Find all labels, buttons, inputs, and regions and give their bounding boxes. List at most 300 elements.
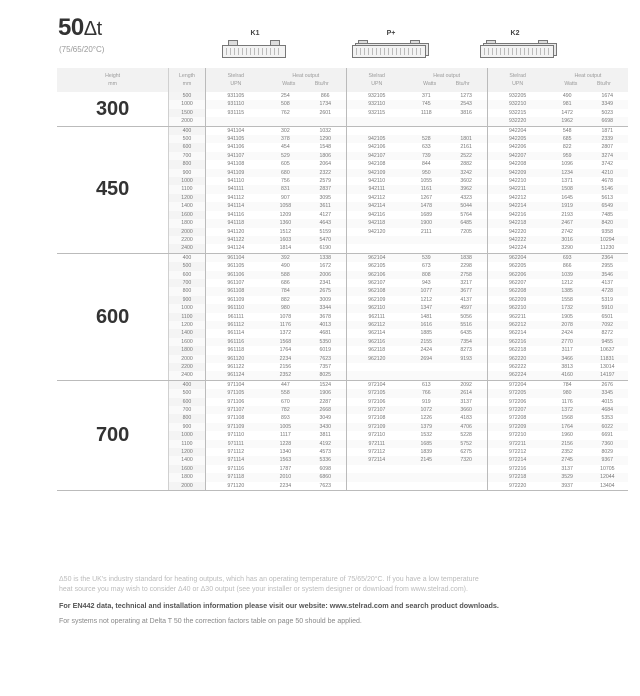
k1-upn-cell: 961118 [205, 346, 266, 354]
p-plus-upn-cell: 942111 [346, 185, 407, 193]
k1-btu-cell: 5336 [305, 456, 346, 464]
k1-btu-cell: 2287 [319, 398, 331, 405]
k2-upn-cell: 972218 [487, 473, 548, 481]
p-plus-upn-cell: 942120 [346, 228, 407, 236]
k1-upn-cell: 971111 [205, 440, 266, 448]
p-plus-watts-cell: 539 [407, 253, 446, 262]
k1-watts-cell: 392 [266, 253, 305, 262]
p-plus-watts-cell: 1900 [407, 219, 446, 227]
height-group-label: 450 [57, 126, 169, 253]
length-cell: 2000 [169, 355, 205, 363]
length-cell: 400 [169, 126, 205, 135]
length-cell: 500 [169, 389, 205, 397]
k1-upn-cell: 961114 [205, 329, 266, 337]
p-plus-upn-cell: 962116 [346, 338, 407, 346]
footer-note-line1: Δ50 is the UK's industry standard for heating outputs, which has an operating temperature of 75/65/20°C. If you have a low temperature [59, 576, 479, 583]
p-plus-watts-cell: 673 [421, 263, 431, 270]
k2-upn-cell: 942210 [487, 177, 548, 185]
k2-watts-cell: 784 [562, 381, 572, 388]
k1-btu-cell: 3049 [319, 415, 331, 422]
k1-btu-cell: 2322 [305, 169, 346, 177]
k1-upn-cell: 971109 [205, 423, 266, 431]
p-plus-btu-cell: 4137 [460, 296, 472, 303]
k2-btu-cell: 10637 [600, 347, 615, 354]
p-plus-upn-cell: 932105 [346, 92, 407, 100]
p-plus-btu-cell: 3217 [460, 279, 472, 286]
k1-btu-cell: 2064 [319, 161, 331, 168]
k1-btu-cell: 1524 [319, 381, 331, 388]
k1-btu-cell: 2668 [305, 406, 346, 414]
k1-watts-cell: 980 [266, 304, 305, 312]
p-plus-btu-cell: 3242 [446, 169, 487, 177]
p-plus-btu-cell: 1273 [460, 93, 472, 99]
p-plus-upn-cell: 972104 [346, 380, 407, 389]
k1-upn-cell [205, 117, 266, 126]
k2-upn-cell: 962211 [487, 313, 548, 321]
p-plus-btu-cell: 5516 [446, 321, 487, 329]
length-cell: 1200 [169, 194, 205, 202]
k1-btu-cell: 5350 [305, 338, 346, 346]
k2-upn-cell: 942207 [487, 152, 548, 160]
length-cell: 600 [169, 143, 205, 151]
p-plus-upn-cell: 942112 [346, 194, 407, 202]
k2-watts-cell: 1732 [548, 304, 587, 312]
k2-upn-cell: 932205 [487, 92, 548, 100]
k1-watts-cell: 1360 [266, 219, 305, 227]
p-plus-upn-header: Stelrad UPN [346, 68, 407, 92]
k2-upn-cell: 962204 [487, 253, 548, 262]
p-plus-btu-cell: 6485 [446, 219, 487, 227]
k1-watts-cell: 1764 [279, 347, 292, 354]
k1-btu-cell: 8025 [305, 371, 346, 380]
k2-upn-cell: 972208 [487, 414, 548, 422]
k1-btu-cell [305, 117, 346, 126]
p-plus-btu-cell: 6435 [460, 330, 472, 337]
p-plus-watts-cell: 1267 [420, 194, 433, 201]
p-plus-upn-cell: 962109 [346, 296, 407, 304]
k1-btu-cell: 2006 [305, 271, 346, 279]
k2-btu-cell: 7360 [587, 440, 628, 448]
k2-upn-cell: 942208 [487, 160, 548, 168]
k2-upn-cell: 962208 [487, 287, 548, 295]
k2-watts-cell: 1039 [548, 271, 587, 279]
k1-watts-cell: 378 [266, 135, 305, 143]
p-plus-watts-cell: 1118 [420, 109, 432, 116]
p-plus-upn-cell [346, 244, 407, 253]
k2-btu-cell: 1871 [601, 127, 614, 134]
k2-watts-cell: 1764 [548, 423, 587, 431]
k2-watts-cell: 1919 [548, 202, 587, 210]
k1-watts-cell: 447 [281, 381, 290, 388]
k1-watts-cell: 254 [281, 93, 290, 99]
length-cell: 1200 [169, 448, 205, 456]
p-plus-heat-output-header: Heat output Watts Btu/hr [407, 68, 487, 92]
k1-watts-cell: 670 [281, 398, 290, 405]
k2-watts-cell: 2193 [561, 211, 573, 218]
heat-output-table [57, 68, 628, 491]
p-plus-watts-cell: 1481 [420, 313, 433, 320]
k1-watts-cell: 2156 [279, 364, 292, 370]
p-plus-upn-cell: 962118 [346, 346, 407, 354]
k1-upn-cell: 961122 [205, 363, 266, 371]
p-plus-upn-cell: 972109 [346, 423, 407, 431]
k1-upn-cell: 971116 [205, 465, 266, 473]
k2-upn-cell: 962212 [487, 321, 548, 329]
k1-upn-cell: 971120 [205, 482, 266, 491]
k1-upn-cell: 961116 [205, 338, 266, 346]
k2-watts-cell: 3466 [548, 355, 587, 363]
k2-upn-cell: 962206 [487, 271, 548, 279]
k2-upn-cell: 942204 [487, 126, 548, 135]
k1-upn-cell: 941120 [205, 228, 266, 236]
p-plus-btu-cell [446, 465, 487, 473]
p-plus-watts-cell: 2145 [407, 456, 446, 464]
p-plus-upn-cell: 962108 [346, 287, 407, 295]
length-cell: 500 [169, 92, 205, 100]
k1-watts-cell: 1787 [279, 465, 292, 472]
p-plus-upn-cell: 942109 [346, 169, 407, 177]
k1-watts-cell: 558 [266, 389, 305, 397]
length-cell: 1400 [169, 329, 205, 337]
k1-watts-cell: 784 [266, 287, 305, 295]
k1-watts-cell: 490 [281, 263, 290, 270]
p-plus-watts-cell: 1212 [420, 296, 433, 303]
footer-note-line2: heat source you may wish to consider Δ40 or Δ30 output (see your installer or system designer or download from www.stelrad.com). [59, 586, 468, 593]
p-plus-upn-cell [346, 117, 407, 126]
single-panel-radiator-icon [222, 40, 286, 58]
k2-btu-cell: 8272 [601, 330, 614, 337]
p-plus-btu-cell: 3137 [460, 398, 472, 405]
k1-upn-cell: 971105 [205, 389, 266, 397]
k2-upn-cell: 962207 [487, 279, 548, 287]
k1-upn-cell: 971106 [205, 398, 266, 406]
k2-watts-cell: 1905 [561, 313, 573, 320]
k1-btu-cell: 5470 [305, 236, 346, 244]
p-plus-btu-cell: 2161 [460, 144, 472, 151]
k1-upn-cell: 941122 [205, 236, 266, 244]
k2-upn-cell: 942214 [487, 202, 548, 210]
k2-btu-cell: 9358 [601, 228, 614, 235]
p-plus-btu-cell: 4323 [460, 194, 472, 201]
p-plus-upn-cell: 942105 [346, 135, 407, 143]
k2-watts-cell: 2742 [561, 228, 573, 235]
k2-watts-cell: 693 [548, 253, 587, 262]
k2-watts-cell: 1645 [561, 194, 573, 201]
k1-btu-cell: 1734 [305, 100, 346, 108]
p-plus-watts-cell: 2694 [407, 355, 446, 363]
p-plus-watts-cell: 808 [407, 271, 446, 279]
k2-upn-cell: 942206 [487, 143, 548, 151]
k2-watts-cell: 3137 [561, 465, 573, 472]
p-plus-btu-cell: 3602 [460, 178, 472, 185]
k1-upn-cell: 961105 [205, 262, 266, 270]
k1-watts-cell: 1176 [266, 321, 305, 329]
length-cell: 600 [169, 271, 205, 279]
k1-watts-cell: 680 [266, 169, 305, 177]
p-plus-watts-cell [407, 371, 446, 380]
length-cell: 2400 [169, 244, 205, 253]
k1-btu-cell: 6098 [319, 465, 331, 472]
k2-btu-cell: 5146 [587, 185, 628, 193]
length-cell: 2000 [169, 228, 205, 236]
k1-btu-cell: 6019 [319, 347, 331, 354]
k2-upn-cell: 972214 [487, 456, 548, 464]
p-plus-btu-cell: 3660 [446, 406, 487, 414]
k2-upn-header: Stelrad UPN [487, 68, 548, 92]
k1-btu-cell: 5159 [319, 228, 331, 235]
k2-btu-cell: 12044 [587, 473, 628, 481]
k2-upn-cell: 942218 [487, 219, 548, 227]
p-plus-watts-cell [407, 117, 446, 126]
k2-btu-cell: 11831 [587, 355, 628, 363]
length-cell: 800 [169, 287, 205, 295]
p-plus-upn-cell: 962114 [346, 329, 407, 337]
p-plus-upn-cell [346, 363, 407, 371]
k1-watts-cell: 762 [281, 109, 290, 116]
p-plus-watts-cell: 528 [407, 135, 446, 143]
k2-btu-cell: 8420 [587, 219, 628, 227]
length-cell: 900 [169, 423, 205, 431]
k1-upn-cell: 961110 [205, 304, 266, 312]
k2-watts-cell: 2156 [548, 440, 587, 448]
k1-upn-cell: 961108 [205, 287, 266, 295]
k2-watts-cell: 1558 [561, 296, 573, 303]
k1-heat-output-header: Heat output Watts Btu/hr [266, 68, 346, 92]
p-plus-upn-cell: 962111 [346, 313, 407, 321]
p-plus-upn-cell: 942114 [346, 202, 407, 210]
k1-watts-cell [266, 117, 305, 126]
k2-btu-cell: 5023 [601, 109, 614, 116]
p-plus-upn-cell: 942116 [346, 211, 407, 219]
p-plus-watts-cell: 1055 [420, 178, 433, 185]
k2-watts-cell: 3937 [548, 482, 587, 491]
k2-btu-cell: 13404 [587, 482, 628, 491]
k2-btu-cell: 9367 [587, 456, 628, 464]
p-plus-upn-cell: 972111 [346, 440, 407, 448]
length-cell: 1500 [169, 109, 205, 117]
k1-btu-cell: 1672 [319, 263, 331, 270]
length-cell: 2000 [169, 482, 205, 491]
p-plus-watts-cell: 2155 [407, 338, 446, 346]
k1-upn-cell: 931105 [205, 92, 266, 100]
k2-watts-cell: 866 [562, 263, 572, 270]
k1-watts-cell: 1563 [266, 456, 305, 464]
table-row [57, 380, 628, 389]
k2-btu-cell: 6501 [601, 313, 614, 320]
height-group-label: 600 [57, 253, 169, 380]
k1-upn-cell: 941110 [205, 177, 266, 185]
p-plus-btu-cell: 2758 [446, 271, 487, 279]
k1-btu-cell: 3009 [319, 296, 331, 303]
k1-upn-cell: 941106 [205, 143, 266, 151]
k2-upn-cell: 972205 [487, 389, 548, 397]
k2-watts-cell: 2352 [561, 449, 573, 456]
k2-watts-cell: 2770 [548, 338, 587, 346]
k1-upn-cell: 931115 [205, 109, 266, 117]
k2-upn-cell: 962210 [487, 304, 548, 312]
k2-upn-cell: 972207 [487, 406, 548, 414]
footer-correction-text: For systems not operating at Delta T 50 the correction factors table on page 50 should be applied. [59, 618, 362, 625]
k1-upn-cell: 961104 [205, 253, 266, 262]
k1-btu-cell: 7357 [319, 364, 331, 370]
k1-upn-cell: 961106 [205, 271, 266, 279]
p-plus-watts-cell: 1226 [420, 415, 433, 422]
k1-watts-cell: 588 [266, 271, 305, 279]
k1-btu-cell: 4573 [319, 449, 331, 456]
height-group-label: 300 [57, 92, 169, 126]
table-header-row [57, 68, 628, 92]
p-plus-watts-cell: 1072 [407, 406, 446, 414]
p-plus-btu-cell: 4597 [446, 304, 487, 312]
k1-btu-cell: 3430 [305, 423, 346, 431]
p-plus-btu-cell: 2522 [446, 152, 487, 160]
k1-upn-cell: 961124 [205, 371, 266, 380]
k1-btu-cell: 2837 [305, 185, 346, 193]
p-plus-btu-cell [446, 482, 487, 491]
p-plus-upn-cell: 942107 [346, 152, 407, 160]
table-row [57, 92, 628, 100]
p-plus-upn-cell: 962105 [346, 262, 407, 270]
k2-upn-cell: 962218 [487, 346, 548, 354]
length-cell: 700 [169, 279, 205, 287]
p-plus-watts-cell: 371 [421, 93, 431, 99]
p-plus-upn-cell [346, 465, 407, 473]
k1-upn-cell: 941109 [205, 169, 266, 177]
k1-watts-cell: 2010 [266, 473, 305, 481]
length-header: Length mm [169, 68, 205, 92]
k2-btu-cell: 6698 [587, 117, 628, 126]
p-plus-watts-cell [407, 465, 446, 473]
k1-btu-cell: 6190 [305, 244, 346, 253]
length-cell: 1600 [169, 338, 205, 346]
k1-btu-cell: 4127 [319, 211, 331, 218]
k1-watts-cell: 1228 [266, 440, 305, 448]
p-plus-btu-cell: 5044 [446, 202, 487, 210]
k1-upn-cell: 941108 [205, 160, 266, 168]
p-plus-upn-cell: 962104 [346, 253, 407, 262]
k2-upn-cell: 972216 [487, 465, 548, 473]
k1-upn-cell: 941116 [205, 211, 266, 219]
p-plus-watts-cell: 745 [407, 100, 446, 108]
k2-watts-cell: 1960 [561, 432, 573, 439]
p-plus-btu-cell: 1801 [446, 135, 487, 143]
k2-btu-cell: 4684 [587, 406, 628, 414]
p-plus-upn-cell [346, 236, 407, 244]
k2-upn-cell: 972212 [487, 448, 548, 456]
k1-btu-cell: 7623 [305, 482, 346, 491]
p-plus-watts-cell: 633 [421, 144, 431, 151]
p-plus-btu-cell: 4706 [446, 423, 487, 431]
k2-btu-cell: 7092 [587, 321, 628, 329]
k2-btu-cell: 5353 [601, 415, 614, 422]
p-plus-btu-cell: 2543 [446, 100, 487, 108]
k2-btu-cell: 9455 [587, 338, 628, 346]
p-plus-btu-cell: 6275 [460, 449, 472, 456]
p-plus-upn-cell: 962112 [346, 321, 407, 329]
length-cell: 1000 [169, 177, 205, 185]
p-plus-btu-cell: 5056 [460, 313, 472, 320]
k2-watts-cell: 1472 [561, 109, 573, 116]
k1-btu-cell: 4192 [305, 440, 346, 448]
length-cell: 900 [169, 169, 205, 177]
k2-upn-cell: 932220 [487, 117, 548, 126]
k2-watts-cell: 2078 [548, 321, 587, 329]
k1-btu-cell: 1338 [305, 253, 346, 262]
k2-upn-cell: 962222 [487, 363, 548, 371]
k1-btu-cell: 3678 [319, 313, 331, 320]
p-plus-upn-cell: 962120 [346, 355, 407, 363]
k1-upn-cell: 941112 [205, 194, 266, 202]
p-plus-upn-cell: 972112 [346, 448, 407, 456]
p-plus-btu-cell: 2092 [460, 381, 472, 388]
k2-btu-cell: 14197 [587, 371, 628, 380]
p-plus-watts-cell: 844 [421, 161, 431, 168]
k1-btu-cell: 1032 [319, 127, 331, 134]
k2-watts-cell: 1096 [561, 161, 573, 168]
p-plus-btu-cell: 3677 [446, 287, 487, 295]
p-plus-btu-cell: 2882 [460, 161, 472, 168]
p-plus-btu-cell: 4183 [460, 415, 472, 422]
length-cell: 400 [169, 253, 205, 262]
k2-btu-cell: 3274 [587, 152, 628, 160]
k2-btu-cell: 3546 [587, 271, 628, 279]
length-cell: 1800 [169, 219, 205, 227]
k1-watts-cell: 454 [281, 144, 290, 151]
p-plus-watts-cell: 950 [407, 169, 446, 177]
page-subtitle: (75/65/20°C) [59, 45, 105, 54]
p-plus-upn-cell [346, 371, 407, 380]
k2-btu-cell: 6022 [587, 423, 628, 431]
k2-watts-cell: 1372 [548, 406, 587, 414]
k2-watts-cell: 981 [548, 100, 587, 108]
p-plus-btu-cell [446, 244, 487, 253]
double-panel-radiator-icon [480, 40, 554, 58]
k2-upn-cell: 972206 [487, 398, 548, 406]
length-cell: 2000 [169, 117, 205, 126]
k2-watts-cell: 980 [548, 389, 587, 397]
length-cell: 2400 [169, 371, 205, 380]
k2-btu-cell: 10705 [600, 465, 615, 472]
table-row [57, 253, 628, 262]
length-cell: 700 [169, 406, 205, 414]
k1-watts-cell: 605 [281, 161, 290, 168]
k2-btu-cell: 2807 [601, 144, 614, 151]
k2-upn-cell: 942209 [487, 169, 548, 177]
k2-btu-cell: 3345 [587, 389, 628, 397]
p-plus-upn-cell: 962110 [346, 304, 407, 312]
k2-upn-cell: 962224 [487, 371, 548, 380]
p-plus-watts-cell: 613 [421, 381, 431, 388]
k1-watts-cell: 508 [266, 100, 305, 108]
length-cell: 500 [169, 135, 205, 143]
k2-watts-cell: 548 [562, 127, 572, 134]
k1-watts-cell: 1568 [266, 338, 305, 346]
length-cell: 700 [169, 152, 205, 160]
model-label-k2: K2 [510, 30, 520, 37]
k2-btu-cell: 4728 [587, 287, 628, 295]
k1-watts-cell: 2234 [266, 482, 305, 491]
k2-upn-cell: 972209 [487, 423, 548, 431]
p-plus-upn-cell: 932115 [346, 109, 407, 117]
k1-watts-cell: 302 [281, 127, 290, 134]
p-plus-btu-cell [446, 236, 487, 244]
k1-upn-cell: 971104 [205, 380, 266, 389]
k1-upn-cell: 961112 [205, 321, 266, 329]
length-cell: 1000 [169, 431, 205, 439]
length-cell: 1100 [169, 440, 205, 448]
k1-upn-cell: 971107 [205, 406, 266, 414]
p-plus-upn-cell: 972110 [346, 431, 407, 439]
